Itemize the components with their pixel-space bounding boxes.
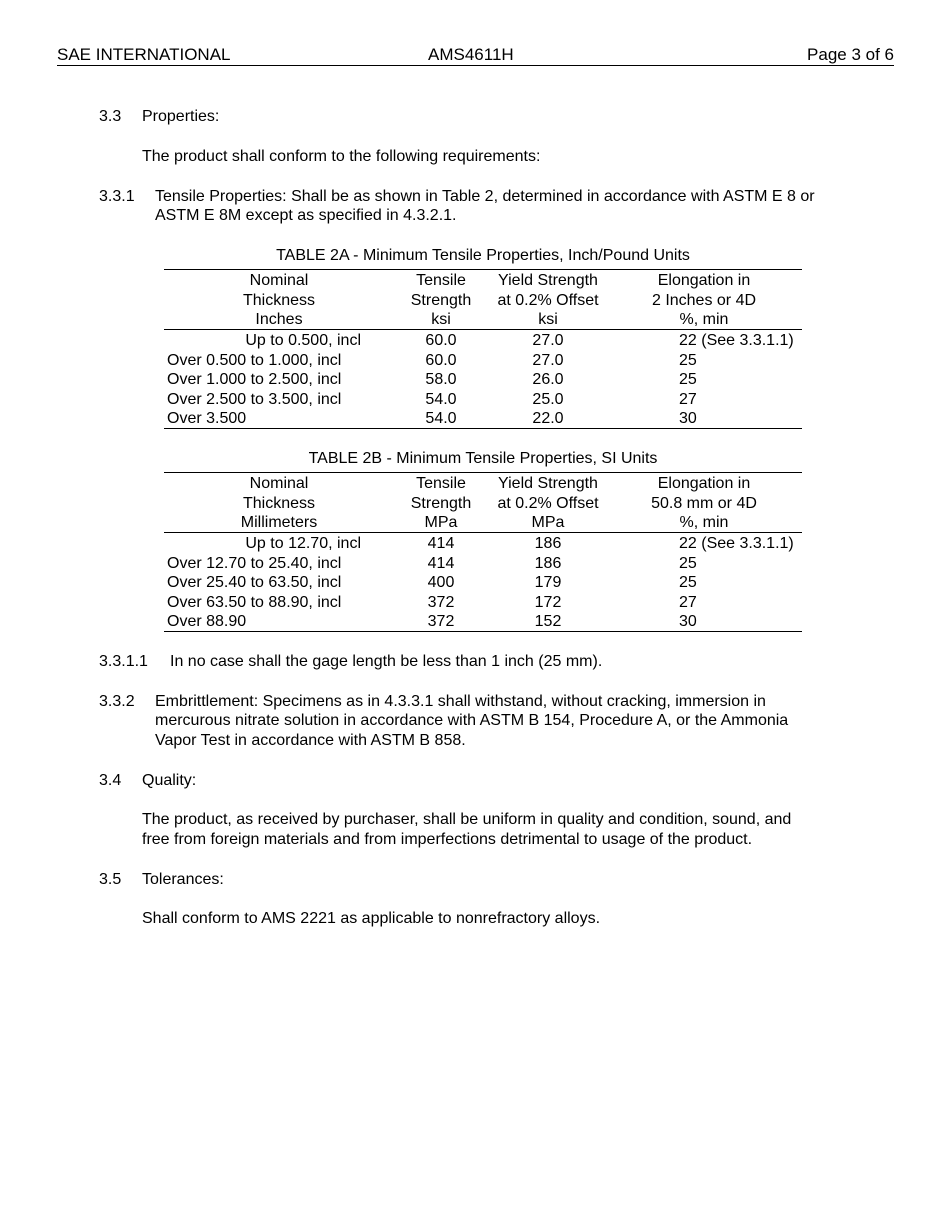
table-row-tensile: 54.0 [425,390,457,408]
table-row-thickness: Over 12.70 to 25.40, incl [167,554,342,572]
table-row-thickness: Over 63.50 to 88.90, incl [167,593,342,611]
section-3-3-body: The product shall conform to the following requirements: [142,148,541,165]
table-row-thickness: Over 25.40 to 63.50, incl [167,574,342,591]
table-2b [164,449,802,633]
table-2a-top-rule [164,269,802,270]
table-2b-header-rule [164,532,802,533]
table-2b-header-thickness: Nominal Thickness Millimeters [240,475,318,531]
table-row-thickness: Over 2.500 to 3.500, incl [167,390,342,408]
table-2a-header-tensile: Tensile Strength ksi [410,272,472,328]
section-3-5-body: Shall conform to AMS 2221 as applicable to nonrefractory alloys. [142,910,601,927]
section-3-3-1-1-number: 3.3.1.1 [99,653,148,670]
section-3-3-1-1-text: In no case shall the gage length be less than 1 inch (25 mm). [170,653,603,670]
section-3-4-line1: The product, as received by purchaser, shall be uniform in quality and condition, sound, and [142,811,792,828]
table-row-yield: 27.0 [532,351,564,369]
table-row-elongation: 25 [679,554,697,572]
table-row-elongation: 22 (See 3.3.1.1) [679,332,794,349]
table-row-thickness: Over 3.500 [167,410,247,427]
section-3-4-number: 3.4 [99,772,122,789]
table-row-tensile: 60.0 [425,332,457,349]
section-3-3-number: 3.3 [99,108,122,125]
page-header [57,45,894,66]
table-row-yield: 152 [534,613,562,630]
table-row-tensile: 58.0 [425,371,457,388]
section-3-3-2-number: 3.3.2 [99,693,135,710]
table-2b-header-tensile: Tensile Strength MPa [410,475,472,531]
section-3-3-2-line3: Vapor Test in accordance with ASTM B 858. [155,732,466,749]
table-row-yield: 172 [534,593,562,611]
table-2a-header-thickness: Nominal Thickness Inches [242,272,316,328]
table-row-tensile: 60.0 [425,351,457,369]
table-2b-header-elongation: Elongation in 50.8 mm or 4D %, min [651,475,757,531]
section-3-3-2-line2: mercurous nitrate solution in accordance with ASTM B 154, Procedure A, or the Ammonia [155,712,789,729]
table-row-tensile: 372 [427,593,455,611]
table-2a-bottom-rule [164,428,802,429]
table-row-thickness: Over 88.90 [167,613,247,630]
section-3-5-title: Tolerances: [142,871,224,888]
table-row-yield: 26.0 [532,371,564,388]
header-page-number: Page 3 of 6 [807,45,894,64]
header-document-number: AMS4611H [428,45,514,64]
table-2a-header-rule [164,329,802,330]
table-row-yield: 27.0 [532,332,564,349]
section-3-3-1-line2: ASTM E 8M except as specified in 4.3.2.1. [155,207,457,224]
section-3-5-number: 3.5 [99,871,122,888]
table-row-elongation: 25 [679,351,697,369]
table-row-yield: 186 [534,535,562,552]
table-2a-header-yield: Yield Strength at 0.2% Offset ksi [497,272,599,328]
table-row-tensile: 54.0 [425,410,457,427]
table-2a-header-elongation: Elongation in 2 Inches or 4D %, min [651,272,757,328]
table-row-thickness: Up to 0.500, incl [245,332,361,349]
table-row-thickness: Over 0.500 to 1.000, incl [167,351,342,369]
table-row-elongation: 27 [679,593,697,611]
section-3-3-2-line1: Embrittlement: Specimens as in 4.3.3.1 shall withstand, without cracking, immersion in [155,693,766,710]
table-row-tensile: 372 [427,613,455,630]
table-row-tensile: 400 [427,574,455,591]
header-organization: SAE INTERNATIONAL [57,45,231,64]
table-2a [164,246,802,430]
table-2b-header-yield: Yield Strength at 0.2% Offset MPa [497,475,599,531]
table-row-elongation: 30 [679,410,697,427]
table-row-yield: 22.0 [532,410,564,427]
section-3-3-1-line1: Tensile Properties: Shall be as shown in Table 2, determined in accordance with ASTM E 8 or [155,188,815,205]
table-2b-top-rule [164,472,802,473]
table-row-tensile: 414 [427,535,455,552]
table-2b-bottom-rule [164,631,802,632]
section-3-4-line2: free from foreign materials and from imperfections detrimental to usage of the product. [142,831,753,848]
table-2b-title: TABLE 2B - Minimum Tensile Properties, SI Units [308,450,658,467]
section-3-3-1-number: 3.3.1 [99,188,135,205]
table-row-elongation: 25 [679,371,697,388]
table-row-elongation: 30 [679,613,697,630]
table-row-elongation: 22 (See 3.3.1.1) [679,535,794,552]
table-row-thickness: Over 1.000 to 2.500, incl [167,371,342,388]
table-row-tensile: 414 [427,554,455,572]
table-row-elongation: 27 [679,390,697,408]
table-row-thickness: Up to 12.70, incl [245,535,361,552]
table-row-yield: 186 [534,554,562,572]
table-row-elongation: 25 [679,574,697,591]
table-row-yield: 25.0 [532,390,564,408]
section-3-4-title: Quality: [142,772,197,789]
section-3-3-title: Properties: [142,108,220,125]
table-row-yield: 179 [534,574,562,591]
table-2a-title: TABLE 2A - Minimum Tensile Properties, Inch/Pound Units [276,247,690,264]
